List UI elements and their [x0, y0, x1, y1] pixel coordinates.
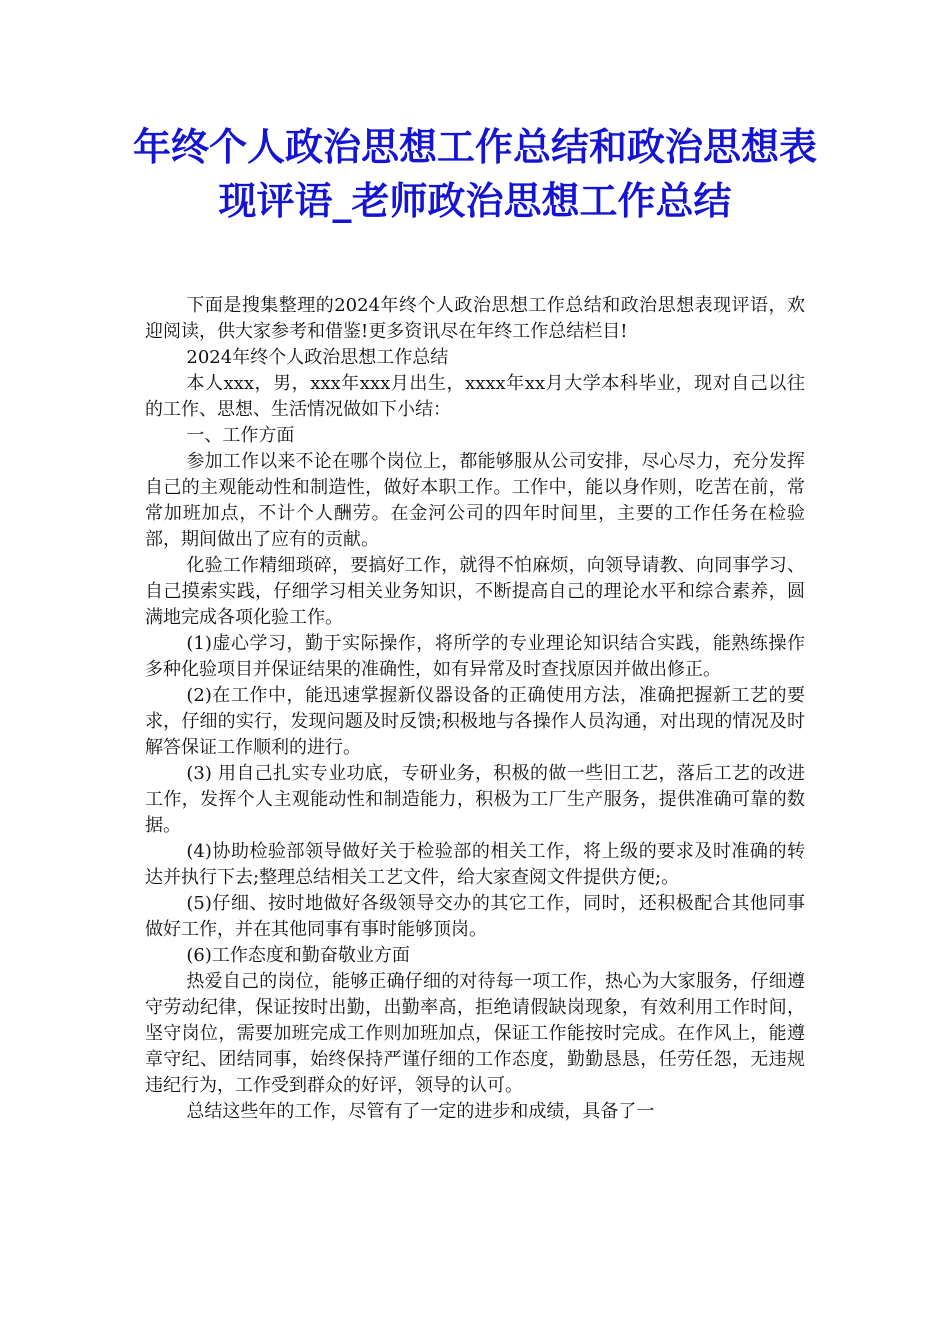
- paragraph: 本人xxx，男，xxx年xxx月出生，xxxx年xx月大学本科毕业，现对自己以往的工作、思想、生活情况做如下小结：: [145, 373, 805, 420]
- section-heading: 2024年终个人政治思想工作总结: [186, 347, 449, 368]
- list-item: (2)在工作中，能迅速掌握新仪器设备的正确使用方法，准确把握新工艺的要求，仔细的实行，发现问题及时反馈;积极地与各操作人员沟通，对出现的情况及时解答保证工作顺利的进行。: [145, 685, 805, 758]
- list-item: (5)仔细、按时地做好各级领导交办的其它工作，同时，还积极配合其他同事做好工作，并在其他同事有事时能够顶岗。: [145, 893, 805, 940]
- paragraph: 总结这些年的工作，尽管有了一定的进步和成绩，具备了一: [186, 1101, 655, 1122]
- list-item: (4)协助检验部领导做好关于检验部的相关工作，将上级的要求及时准确的转达并执行下去;整理总结相关工艺文件，给大家查阅文件提供方便;。: [145, 841, 805, 888]
- document-title: 年终个人政治思想工作总结和政治思想表现评语_老师政治思想工作总结: [132, 124, 817, 223]
- subsection-heading: 一、工作方面: [186, 425, 295, 446]
- paragraph-intro: 下面是搜集整理的2024年终个人政治思想工作总结和政治思想表现评语，欢迎阅读，供大家参考和借鉴!更多资讯尽在年终工作总结栏目!: [145, 295, 805, 342]
- list-item: (6)工作态度和勤奋敬业方面: [186, 945, 410, 966]
- paragraph: 参加工作以来不论在哪个岗位上，都能够服从公司安排，尽心尽力，充分发挥自己的主观能动性和制造性，做好本职工作。工作中，能以身作则，吃苦在前，常常加班加点，不计个人酬劳。在金河公司的四年时间里，主要的工作任务在检验部，期间做出了应有的贡献。: [145, 451, 805, 550]
- document-body: [145, 293, 805, 1125]
- paragraph: 热爱自己的岗位，能够正确仔细的对待每一项工作，热心为大家服务，仔细遵守劳动纪律，保证按时出勤，出勤率高，拒绝请假缺岗现象，有效利用工作时间，坚守岗位，需要加班完成工作则加班加点，保证工作能按时完成。在作风上，能遵章守纪、团结同事，始终保持严谨仔细的工作态度，勤勤恳恳，任劳任怨，无违规违纪行为，工作受到群众的好评，领导的认可。: [145, 971, 805, 1096]
- list-item: (3) 用自己扎实专业功底，专研业务，积极的做一些旧工艺，落后工艺的改进工作，发挥个人主观能动性和制造能力，积极为工厂生产服务，提供准确可靠的数据。: [145, 763, 805, 836]
- list-item: (1)虚心学习，勤于实际操作，将所学的专业理论知识结合实践，能熟练操作多种化验项目并保证结果的准确性，如有异常及时查找原因并做出修正。: [145, 633, 805, 680]
- paragraph: 化验工作精细琐碎，要搞好工作，就得不怕麻烦，向领导请教、向同事学习、自己摸索实践，仔细学习相关业务知识，不断提高自己的理论水平和综合素养，圆满地完成各项化验工作。: [145, 555, 805, 628]
